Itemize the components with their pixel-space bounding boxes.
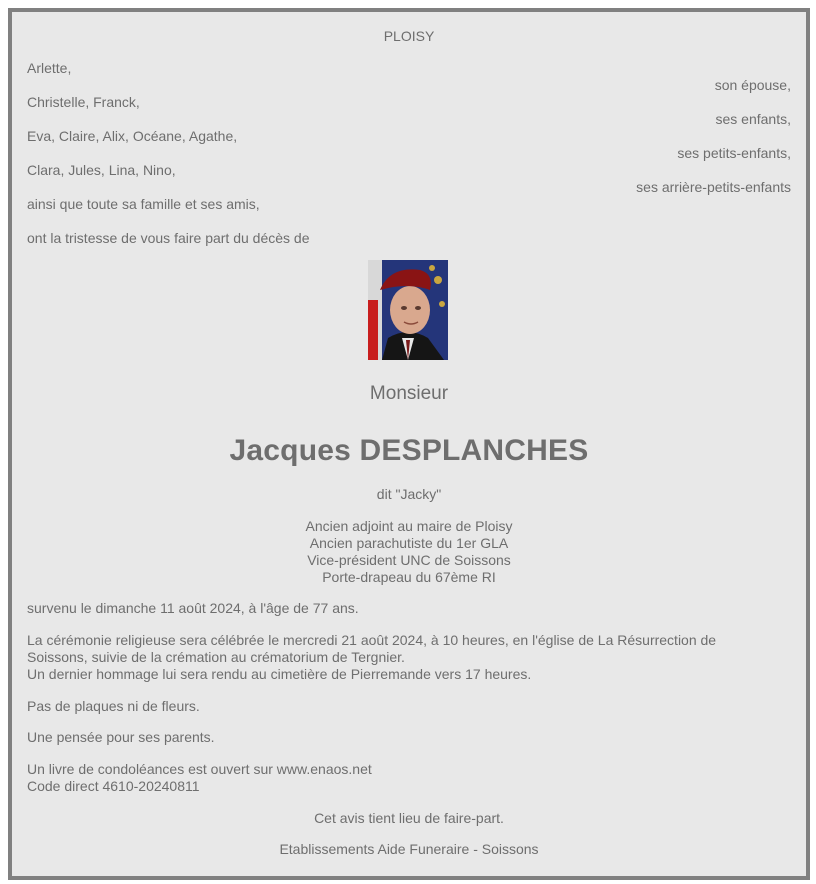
ceremony-block bbox=[27, 632, 716, 683]
no-flowers-line: Pas de plaques ni de fleurs. bbox=[27, 698, 200, 714]
condolences-line: Un livre de condoléances est ouvert sur www.enaos.net bbox=[27, 761, 372, 777]
ceremony-line: La cérémonie religieuse sera célébrée le mercredi 21 août 2024, à 10 heures, en l'église de La Résurrection de bbox=[27, 632, 717, 648]
friends-line: ainsi que toute sa famille et ses amis, bbox=[27, 196, 260, 212]
nickname: dit "Jacky" bbox=[376, 486, 442, 502]
portrait-photo bbox=[368, 260, 448, 360]
obituary-content bbox=[12, 12, 806, 876]
ceremony-line: Soissons, suivie de la crémation au crématorium de Tergnier. bbox=[27, 649, 405, 665]
condolences-block bbox=[27, 761, 372, 795]
obituary-frame bbox=[8, 8, 810, 880]
honorific: Monsieur bbox=[369, 383, 449, 404]
ceremony-line: Un dernier hommage lui sera rendu au cimetière de Pierremande vers 17 heures. bbox=[27, 666, 532, 682]
title-line: Ancien parachutiste du 1er GLA bbox=[309, 535, 509, 551]
family-relation-4: ses arrière-petits-enfants bbox=[636, 179, 791, 195]
family-names-4: Clara, Jules, Lina, Nino, bbox=[27, 162, 176, 178]
family-relation-2: ses enfants, bbox=[715, 111, 791, 127]
titles-list bbox=[12, 518, 806, 586]
family-names-1: Arlette, bbox=[27, 60, 72, 76]
family-names-2: Christelle, Franck, bbox=[27, 94, 140, 110]
family-names-3: Eva, Claire, Alix, Océane, Agathe, bbox=[27, 128, 238, 144]
town-header: PLOISY bbox=[383, 28, 435, 44]
intro-line: ont la tristesse de vous faire part du décès de bbox=[27, 230, 310, 246]
title-line: Ancien adjoint au maire de Ploisy bbox=[305, 518, 513, 534]
title-line: Vice-président UNC de Soissons bbox=[307, 552, 511, 568]
death-line: survenu le dimanche 11 août 2024, à l'âge de 77 ans. bbox=[27, 600, 359, 616]
deceased-name: Jacques DESPLANCHES bbox=[229, 434, 589, 467]
family-relation-3: ses petits-enfants, bbox=[677, 145, 791, 161]
family-relation-1: son épouse, bbox=[714, 77, 791, 93]
notice-line: Cet avis tient lieu de faire-part. bbox=[314, 810, 504, 826]
funeral-home: Etablissements Aide Funeraire - Soissons bbox=[279, 841, 539, 857]
condolences-code: Code direct 4610-20240811 bbox=[27, 778, 200, 794]
thought-line: Une pensée pour ses parents. bbox=[27, 729, 215, 745]
title-line: Porte-drapeau du 67ème RI bbox=[322, 569, 496, 585]
